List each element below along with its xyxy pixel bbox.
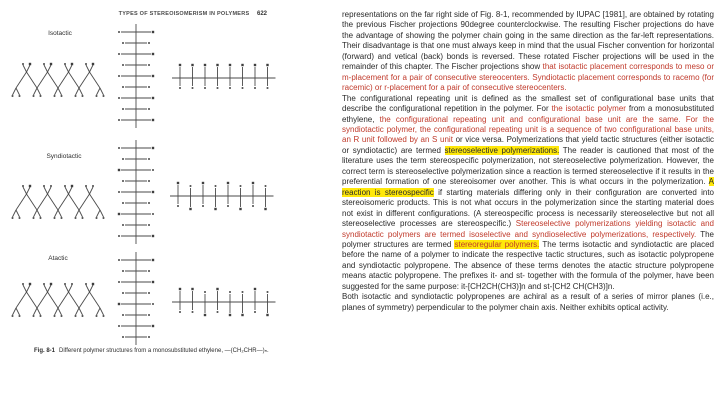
body-text: Both isotactic and syndiotactic polypropenes are achiral as a result of a series of mirror planes (i.e., planes of symmetry) perpendicular to the polymer chain axis. Neither exhibits optical activity. (342, 292, 714, 312)
paragraph-2 (342, 94, 714, 293)
red-annotated-text: the isotactic polymer (551, 104, 626, 114)
page-number: 622 (257, 11, 268, 17)
atactic-zigzag-chain (12, 283, 105, 317)
body-text: The terms isotactic and syndiotactic are placed before the name of a polymer to indicate the respective tactic structures, such as isotactic polypropene and syndiotactic polypropene. The absence of these terms denotes the atactic structure polypropene means atactic polypropene. The prefixes it- and st- together with the formula of the polymer, have been suggested for the same purpose: it-[CH2CH(CH3)]n and st-[CH2 CH(CH3)]n. (342, 239, 714, 291)
figure-caption-text: Different polymer structures from a monosubstituted ethylene, —(CH₂CHR—)ₙ. (59, 348, 269, 354)
atactic-vertical-fischer-projection (118, 252, 154, 345)
isotactic-vertical-fischer-projection (118, 24, 154, 128)
highlighted-text: stereoregular polymers. (454, 239, 540, 249)
isotactic-zigzag-chain (12, 63, 105, 97)
syndiotactic-horizontal-fischer-projection (170, 182, 274, 210)
isotactic-horizontal-fischer-projection (172, 64, 276, 89)
paragraph-1 (342, 10, 714, 94)
highlighted-text: stereoselective polymerizations. (444, 145, 560, 155)
body-text: The polymer structures are termed (342, 229, 714, 249)
body-text: representations on the far right side of Fig. 8-1, recommended by IUPAC [1981], are obtained by rotating the previous Fischer projections 90degree counterclockwise. The resulting Fischer projections do have the advantage of showing the polymer chain going in the same direction as the far-left representations. Their disadvantage is that one must always keep in mind that the usual Fischer convention for horizontal (forward) and vetical (back) bonds is reversed. These rotated Fischer projections will be used in the remainder of this chapter. The Fischer projections show (342, 10, 714, 72)
figure-caption-label: Fig. 8-1 (34, 348, 56, 354)
figure-caption (34, 347, 294, 354)
atactic-horizontal-fischer-projection (172, 288, 276, 316)
paragraph-3 (342, 292, 714, 313)
figure-8-1-diagram (0, 0, 350, 404)
left-page (0, 0, 350, 404)
red-annotated-text: Stereoselective polymerizations yielding isotactic and syndiotactic polymers are termed isoselective and syndioselective polymerizations, respectively. (342, 219, 714, 239)
body-text: from a monosubstituted ethylene, (342, 104, 714, 124)
body-text: The configurational repeating unit is defined as the smallest set of configurational base units that describe the configurational repetition in the polymer. For (342, 93, 714, 114)
right-page (342, 10, 714, 313)
body-text: if starting materials differing only in their configuration are converted into stereoisomeric products. This is not what occurs in the polymerization since the starting material does not exist in different configurations. (A stereospecific process is necessarily stereoselective but not all stereoselective processes are stereospecific.) (342, 187, 714, 229)
running-header: TYPES OF STEREOISOMERISM IN POLYMERS (118, 11, 250, 17)
syndiotactic-vertical-fischer-projection (118, 140, 154, 244)
red-annotated-text: that isotactic placement corresponds to meso or m-placement for a pair of consecutive stereocenters. Syndiotactic placement corresponds to racemo (for racemic) or r-placement for a pair of consecutive stereocenters. (342, 62, 714, 93)
body-text: or vice versa. Polymerizations that yield tactic structures (either isotactic or syndiotactic) are termed (342, 135, 714, 155)
red-annotated-text: the configurational repeating unit and configurational base unit are the same. For the syndiotactic polymer, the configurational repeating unit is a sequence of two configurational base units, an R unit followed by an S unit (342, 114, 714, 145)
figure-label-atactic: Atactic (48, 255, 68, 262)
figure-label-syndiotactic: Syndiotactic (46, 153, 82, 160)
body-text: The reader is cautioned that most of the literature uses the term stereospecific polymerization, not stereoselective polymerization. However, the correct term is stereoselective polymerization since a reaction is termed stereoselective if it results in the preferential formation of one stereoisomer over another. This is what occurs in the polymerization. (342, 145, 714, 187)
syndiotactic-zigzag-chain (12, 185, 105, 219)
highlighted-text: A reaction is stereospecific (342, 177, 714, 197)
figure-label-isotactic: Isotactic (48, 30, 72, 37)
